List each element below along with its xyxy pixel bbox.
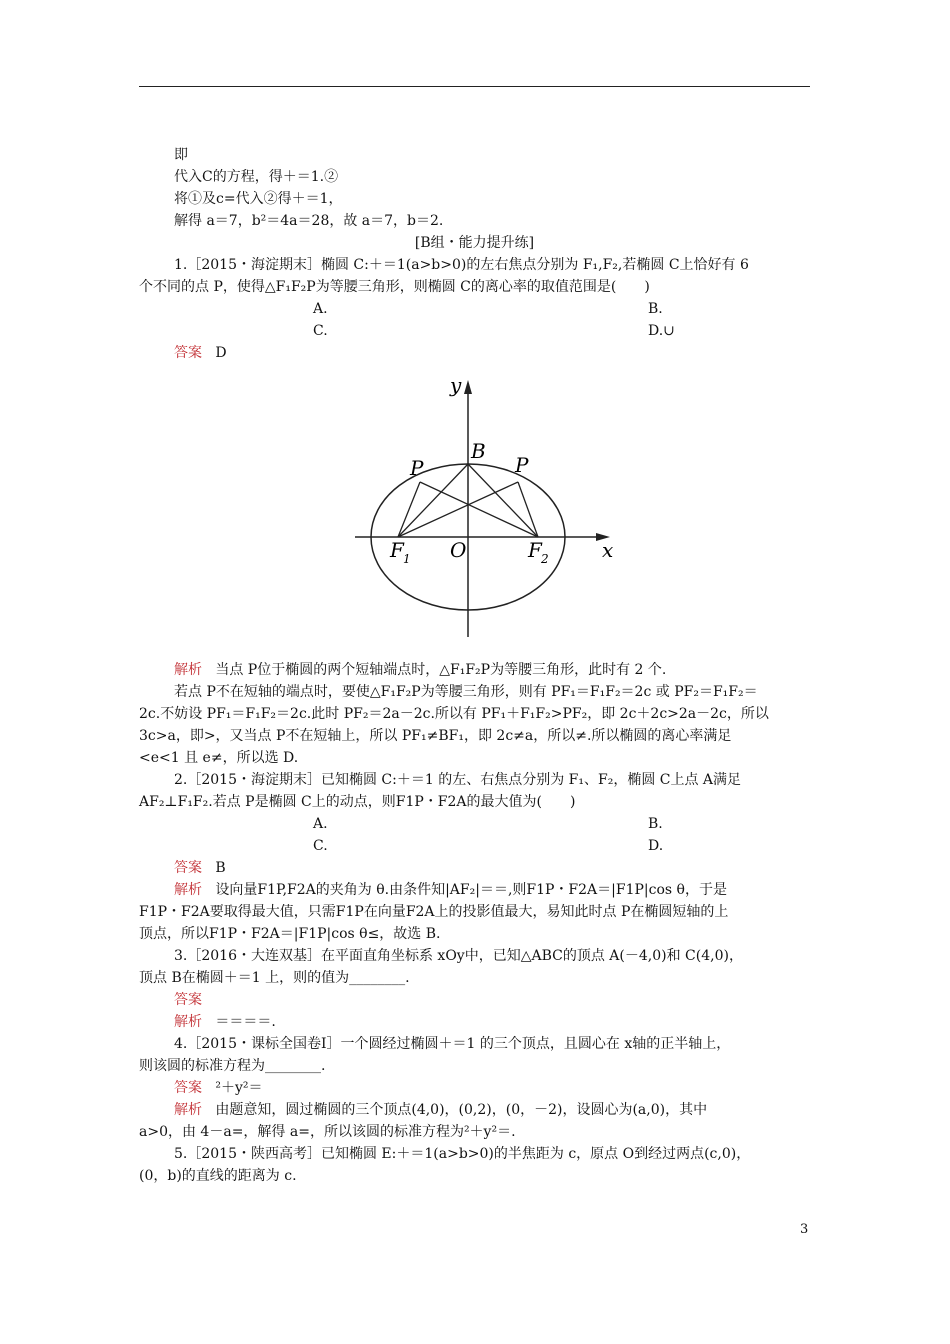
question-1-line: 1.［2015・海淀期末］椭圆 C:＋＝1(a>b>0)的左右焦点分别为 F₁,F₂,若椭圆 C上恰好有 6 <box>174 257 749 273</box>
analysis-line <box>139 660 810 680</box>
option-d: D. <box>648 838 664 854</box>
analysis-text: 设向量F1P,F2A的夹角为 θ.由条件知|AF₂|＝＝,则F1P・F2A＝|F1P|cos θ，于是 <box>215 882 727 898</box>
analysis-line: <e<1 且 e≠，所以选 D. <box>139 750 299 766</box>
analysis-text: ＝＝＝＝. <box>215 1014 276 1030</box>
question-5-line: (0，b)的直线的距离为 c. <box>139 1168 297 1184</box>
analysis-text: 由题意知，圆过椭圆的三个顶点(4,0)，(0,2)，(0，－2)，设圆心为(a,0)，其中 <box>215 1102 708 1118</box>
text-line: 即 <box>174 147 188 163</box>
answer-label: 答案 <box>174 860 202 876</box>
text-line: 将①及c=代入②得＋＝1， <box>174 191 343 207</box>
section-title: [B组・能力提升练] <box>414 235 535 251</box>
question-4-line: 4.［2015・课标全国卷Ⅰ］一个圆经过椭圆＋＝1 的三个顶点，且圆心在 x轴的正半轴上， <box>174 1036 731 1052</box>
label-p-right: P <box>515 453 529 477</box>
question-2-line: AF₂⊥F₁F₂.若点 P是椭圆 C上的动点，则F1P・F2A的最大值为( ) <box>139 794 576 810</box>
question-5-line: 5.［2015・陕西高考］已知椭圆 E:＋＝1(a>b>0)的半焦距为 c，原点 O到经过两点(c,0)， <box>174 1146 751 1162</box>
analysis-line: a>0，由 4－a=，解得 a=，所以该圆的标准方程为²＋y²＝. <box>139 1124 516 1140</box>
text-line: 解得 a＝7，b²＝4a＝28，故 a＝7，b＝2. <box>174 213 444 229</box>
answer-line <box>139 858 810 878</box>
analysis-line: 3c>a，即>，又当点 P不在短轴上，所以 PF₁≠BF₁，即 2c≠a，所以≠.所以椭圆的离心率满足 <box>139 728 732 744</box>
label-f1-sub: 1 <box>403 552 411 566</box>
answer-label: 答案 <box>174 1080 202 1096</box>
label-y: y <box>450 373 462 397</box>
label-f2-sub: 2 <box>541 552 549 566</box>
option-d: D.∪ <box>648 323 675 339</box>
ellipse-figure <box>340 372 620 647</box>
analysis-line <box>139 880 810 900</box>
label-f2: F <box>528 538 542 562</box>
option-c: C. <box>313 323 328 339</box>
answer-line <box>139 990 810 1010</box>
question-2-line: 2.［2015・海淀期末］已知椭圆 C:＋＝1 的左、右焦点分别为 F₁、F₂，椭圆 C上点 A满足 <box>174 772 742 788</box>
option-b: B. <box>648 301 663 317</box>
analysis-line <box>139 1012 810 1032</box>
analysis-line <box>139 1100 810 1120</box>
answer-value: B <box>215 860 226 876</box>
analysis-line: 2c.不妨设 PF₁＝F₁F₂＝2c.此时 PF₂＝2a－2c.所以有 PF₁＋F₁F₂>PF₂，即 2c＋2c>2a－2c，所以 <box>139 706 769 722</box>
option-b: B. <box>648 816 663 832</box>
question-3-line: 3.［2016・大连双基］在平面直角坐标系 xOy中，已知△ABC的顶点 A(－4,0)和 C(4,0)， <box>174 948 743 964</box>
label-p-left: P <box>410 456 424 480</box>
analysis-line: 顶点，所以F1P・F2A＝|F1P|cos θ≤，故选 B. <box>139 926 441 942</box>
answer-label: 答案 <box>174 992 202 1008</box>
option-row <box>139 299 810 319</box>
analysis-label: 解析 <box>174 1102 202 1118</box>
question-3-line: 顶点 B在椭圆＋＝1 上，则的值为________. <box>139 970 410 986</box>
label-origin: O <box>450 538 467 562</box>
analysis-label: 解析 <box>174 882 202 898</box>
option-row <box>139 321 810 341</box>
label-f1: F <box>390 538 404 562</box>
analysis-text: 当点 P位于椭圆的两个短轴端点时，△F₁F₂P为等腰三角形，此时有 2 个. <box>215 662 667 678</box>
answer-label: 答案 <box>174 345 202 361</box>
analysis-line: F1P・F2A要取得最大值，只需F1P在向量F2A上的投影值最大，易知此时点 P在椭圆短轴的上 <box>139 904 729 920</box>
analysis-line: 若点 P不在短轴的端点时，要使△F₁F₂P为等腰三角形，则有 PF₁＝F₁F₂＝2c 或 PF₂＝F₁F₂＝ <box>174 684 758 700</box>
option-c: C. <box>313 838 328 854</box>
y-axis-arrow <box>464 380 472 394</box>
option-a: A. <box>313 301 328 317</box>
answer-line <box>139 343 810 363</box>
question-1-line: 个不同的点 P，使得△F₁F₂P为等腰三角形，则椭圆 C的离心率的取值范围是( ) <box>139 279 650 295</box>
option-row <box>139 836 810 856</box>
page-number: 3 <box>800 1222 809 1237</box>
label-b: B <box>471 439 486 463</box>
option-a: A. <box>313 816 328 832</box>
question-4-line: 则该圆的标准方程为________. <box>139 1058 326 1074</box>
header-rule <box>139 86 810 87</box>
analysis-label: 解析 <box>174 1014 202 1030</box>
analysis-label: 解析 <box>174 662 202 678</box>
answer-line <box>139 1078 810 1098</box>
label-x: x <box>602 538 614 562</box>
text-line: 代入C的方程，得＋＝1.② <box>174 169 339 185</box>
answer-value: ²＋y²＝ <box>215 1080 263 1096</box>
option-row <box>139 814 810 834</box>
answer-value: D <box>215 345 227 361</box>
